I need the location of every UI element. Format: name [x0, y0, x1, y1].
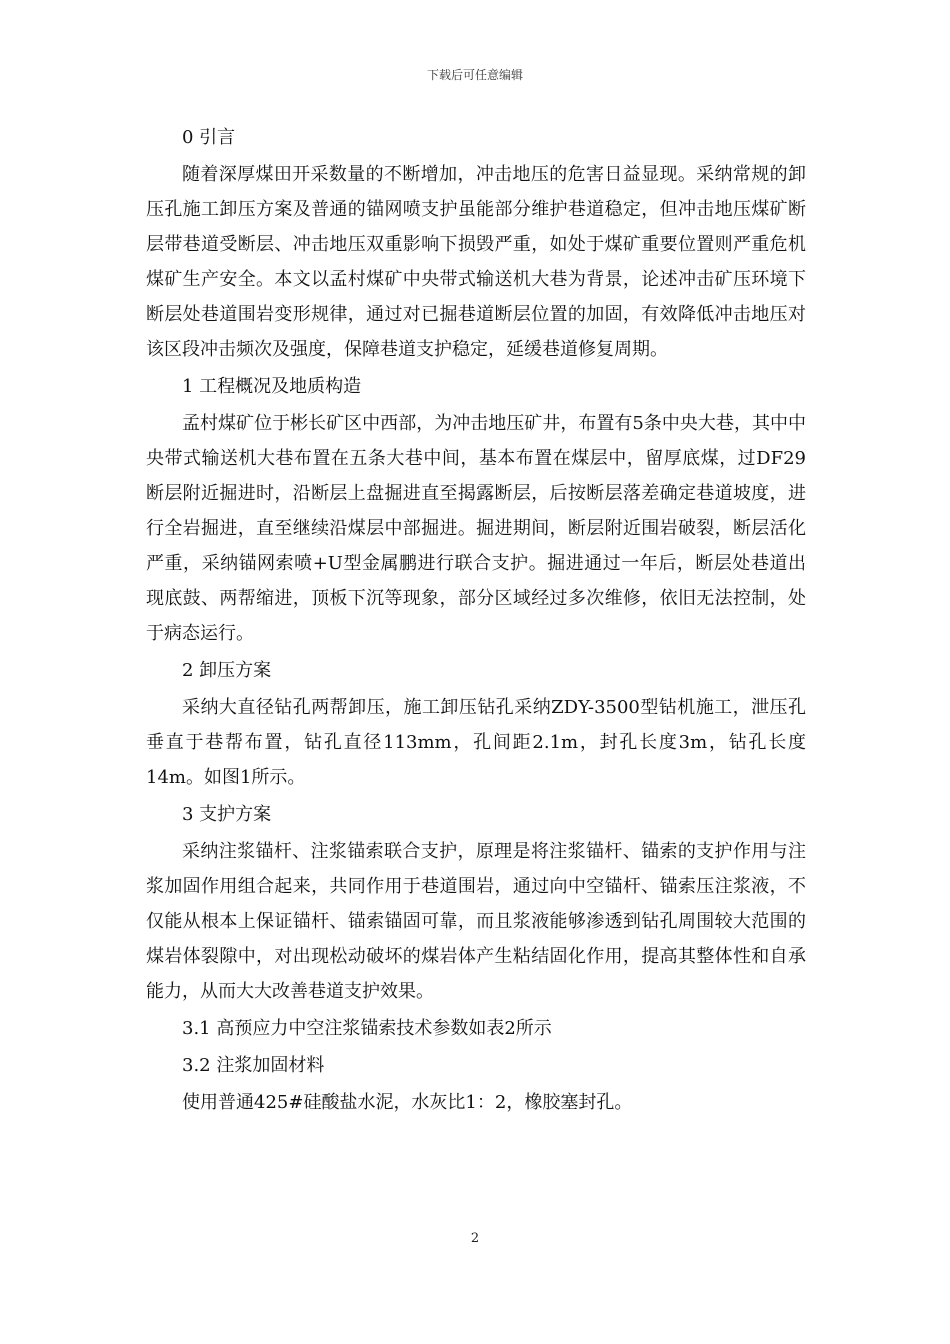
heading-introduction: 0 引言	[182, 127, 236, 148]
heading-pressure-relief: 2 卸压方案	[182, 660, 272, 681]
paragraph-engineering-overview: 孟村煤矿位于彬长矿区中西部，为冲击地压矿井，布置有5条中央大巷，其中中央带式输送机大巷布置在五条大巷中间，基本布置在煤层中，留厚底煤，过DF29断层附近掘进时，沿断层上盘掘进直至揭露断层，后按断层落差确定巷道坡度，进行全岩掘进，直至继续沿煤层中部掘进。掘进期间，断层附近围岩破裂，断层活化严重，采纳锚网索喷+U型金属鹏进行联合支护。掘进通过一年后，断层处巷道出现底鼓、两帮缩进，顶板下沉等现象，部分区域经过多次维修，依旧无法控制，处于病态运行。	[146, 413, 806, 644]
paragraph-pressure-relief: 采纳大直径钻孔两帮卸压，施工卸压钻孔采纳ZDY-3500型钻机施工，泄压孔垂直于巷帮布置，钻孔直径113mm，孔间距2.1m，封孔长度3m，钻孔长度14m。如图1所示。	[146, 697, 806, 788]
page-number: 2	[470, 1231, 480, 1246]
subheading-grouting-materials: 3.2 注浆加固材料	[182, 1055, 325, 1076]
subheading-anchor-parameters: 3.1 高预应力中空注浆锚索技术参数如表2所示	[182, 1018, 552, 1039]
heading-engineering-overview: 1 工程概况及地质构造	[182, 376, 362, 397]
paragraph-grouting-materials: 使用普通425#硅酸盐水泥，水灰比1：2，橡胶塞封孔。	[182, 1092, 633, 1113]
paragraph-introduction: 随着深厚煤田开采数量的不断增加，冲击地压的危害日益显现。采纳常规的卸压孔施工卸压方案及普通的锚网喷支护虽能部分维护巷道稳定，但冲击地压煤矿断层带巷道受断层、冲击地压双重影响下损毁严重，如处于煤矿重要位置则严重危机煤矿生产安全。本文以孟村煤矿中央带式输送机大巷为背景，论述冲击矿压环境下断层处巷道围岩变形规律，通过对已掘巷道断层位置的加固，有效降低冲击地压对该区段冲击频次及强度，保障巷道支护稳定，延缓巷道修复周期。	[146, 164, 806, 360]
document-body	[146, 120, 806, 1122]
page-header: 下载后可任意编辑	[426, 68, 523, 82]
heading-support-scheme: 3 支护方案	[182, 804, 272, 825]
paragraph-support-scheme: 采纳注浆锚杆、注浆锚索联合支护，原理是将注浆锚杆、锚索的支护作用与注浆加固作用组合起来，共同作用于巷道围岩，通过向中空锚杆、锚索压注浆液，不仅能从根本上保证锚杆、锚索锚固可靠，而且浆液能够渗透到钻孔周围较大范围的煤岩体裂隙中，对出现松动破坏的煤岩体产生粘结固化作用，提高其整体性和自承能力，从而大大改善巷道支护效果。	[146, 841, 806, 1002]
